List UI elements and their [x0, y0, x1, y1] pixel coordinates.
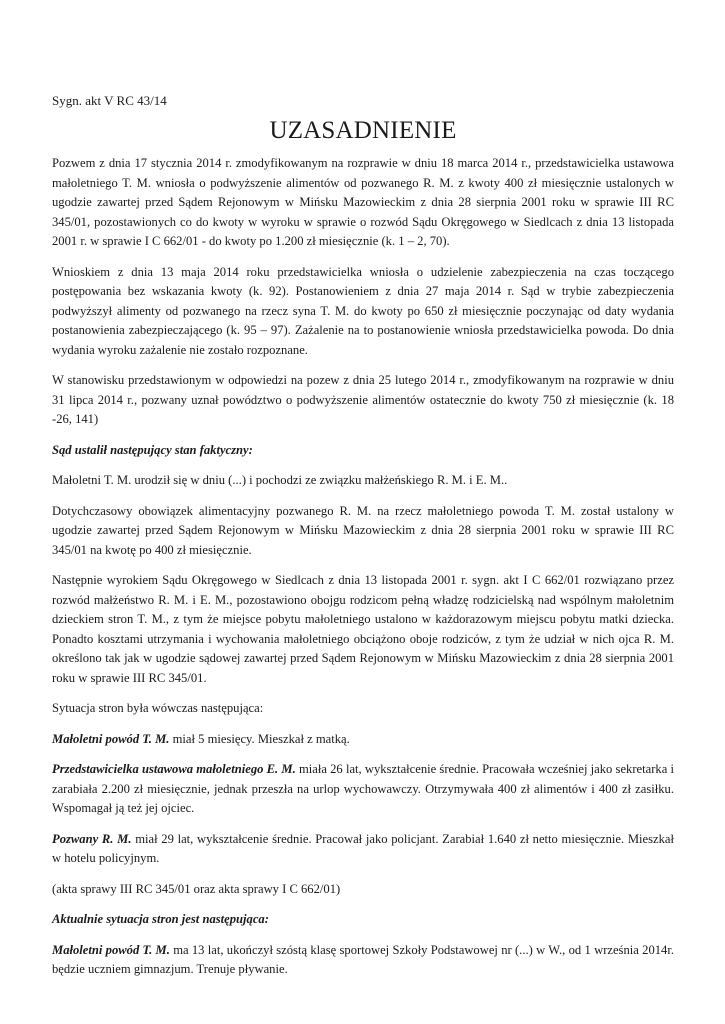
- document-page: [52, 92, 674, 991]
- paragraph-motion: Wnioskiem z dnia 13 maja 2014 roku przedstawicielka wniosła o udzielenie zabezpieczenia na czas toczącego postępowania bez wskazania kwoty (k. 92). Postanowieniem z dnia 27 maja 2014 r. Sąd w trybie zabezpieczenia podwyższył alimenty od pozwanego na rzecz syna T. M. do kwoty po 650 zł miesięcznie poczynając od daty wydania postanowienia zabezpieczającego (k. 95 – 97). Zażalenie na to postanowienie wniosła przedstawicielka powoda. Do dnia wydania wyroku zażalenie nie zostało rozpoznane.: [52, 264, 674, 357]
- paragraph-minor-then: [52, 730, 674, 750]
- text-representative-then: miała 26 lat, wykształcenie średnie. Pracowała wcześniej jako sekretarka i zarabiała 2.200 zł miesięcznie, jednak przeszła na urlop wychowawczy. Otrzymywała 400 zł alimentów i 400 zł zasiłku. Wspomagał ją też jej ojciec.: [52, 762, 675, 815]
- paragraph-defendant-then: [52, 830, 674, 869]
- text-defendant-then: miał 29 lat, wykształcenie średnie. Pracował jako policjant. Zarabiał 1.640 zł netto miesięcznie. Mieszkał w hotelu policyjnym.: [52, 831, 675, 865]
- label-defendant-then: Pozwany R. M.: [52, 831, 132, 846]
- paragraph-representative-then: [52, 760, 674, 819]
- paragraph-lawsuit: Pozwem z dnia 17 stycznia 2014 r. zmodyfikowanym na rozprawie w dniu 18 marca 2014 r., przedstawicielka ustawowa małoletniego T. M. wniosła o podwyższenie alimentów od pozwanego R. M. z kwoty 400 zł miesięcznie ustalonych w ugodzie zawartej przed Sądem Rejonowym w Mińsku Mazowieckim z dnia 28 sierpnia 2001 roku w sprawie III RC 345/01, pozostawionych co do kwoty w wyroku w sprawie o rozwód Sądu Okręgowego w Siedlcach z dnia 13 listopada 2001 r. w sprawie I C 662/01 - do kwoty po 1.200 zł miesięcznie (k. 1 – 2, 70).: [52, 156, 674, 248]
- paragraph-defendant-position: W stanowisku przedstawionym w odpowiedzi na pozew z dnia 25 lutego 2014 r., zmodyfikowanym na rozprawie w dniu 31 lipca 2014 r., pozwany uznał powództwo o podwyższenie alimentów ostatecznie do kwoty 750 zł miesięcznie (k. 18 -26, 141): [52, 373, 674, 426]
- case-number: Sygn. akt V RC 43/14: [52, 93, 167, 108]
- heading-facts: Sąd ustalił następujący stan faktyczny:: [52, 442, 253, 457]
- heading-current: Aktualnie sytuacja stron jest następująca:: [52, 912, 269, 926]
- text-minor-then: miał 5 miesięcy. Mieszkał z matką.: [169, 731, 350, 746]
- paragraph-situation-then: Sytuacja stron była wówczas następująca:: [52, 701, 264, 715]
- paragraph-case-files: (akta sprawy III RC 345/01 oraz akta sprawy I C 662/01): [52, 881, 341, 896]
- paragraph-divorce: Następnie wyrokiem Sądu Okręgowego w Siedlcach z dnia 13 listopada 2001 r. sygn. akt I C 662/01 rozwiązano przez rozwód małżeństwo R. M. i E. M., pozostawiono obojgu rodzicom pełną władzę rodzicielską nad wspólnym małoletnim dzieckiem stron T. M., z tym że miejsce pobytu małoletniego ustalono w każdorazowym miejscu pobytu matki dziecka. Ponadto kosztami utrzymania i wychowania małoletniego obciążono oboje rodziców, z tym że udział w nich ojca R. M. określono tak jak w ugodzie sądowej zawartej przed Sądem Rejonowym w Mińsku Mazowieckim z dnia 28 sierpnia 2001 roku w sprawie III RC 345/01.: [52, 573, 674, 685]
- label-minor-then: Małoletni powód T. M.: [52, 731, 170, 746]
- label-representative-then: Przedstawicielka ustawowa małoletniego E. M.: [52, 762, 296, 776]
- page-title: UZASADNIENIE: [269, 117, 457, 144]
- paragraph-birth: Małoletni T. M. urodził się w dniu (...) i pochodzi ze związku małżeńskiego R. M. i E. M..: [52, 473, 508, 487]
- text-minor-now: ma 13 lat, ukończył szóstą klasę sportowej Szkoły Podstawowej nr (...) w W., od 1 września 2014r. będzie uczniem gimnazjum. Trenuje pływanie.: [52, 942, 674, 976]
- paragraph-previous-obligation: Dotychczasowy obowiązek alimentacyjny pozwanego R. M. na rzecz małoletniego powoda T. M. został ustalony w ugodzie zawartej przed Sądem Rejonowym w Mińsku Mazowieckim z dnia 28 sierpnia 2001 roku w sprawie III RC 345/01 na kwotę po 400 zł miesięcznie.: [52, 503, 674, 557]
- paragraph-minor-now: [52, 941, 674, 980]
- label-minor-now: Małoletni powód T. M.: [52, 942, 170, 957]
